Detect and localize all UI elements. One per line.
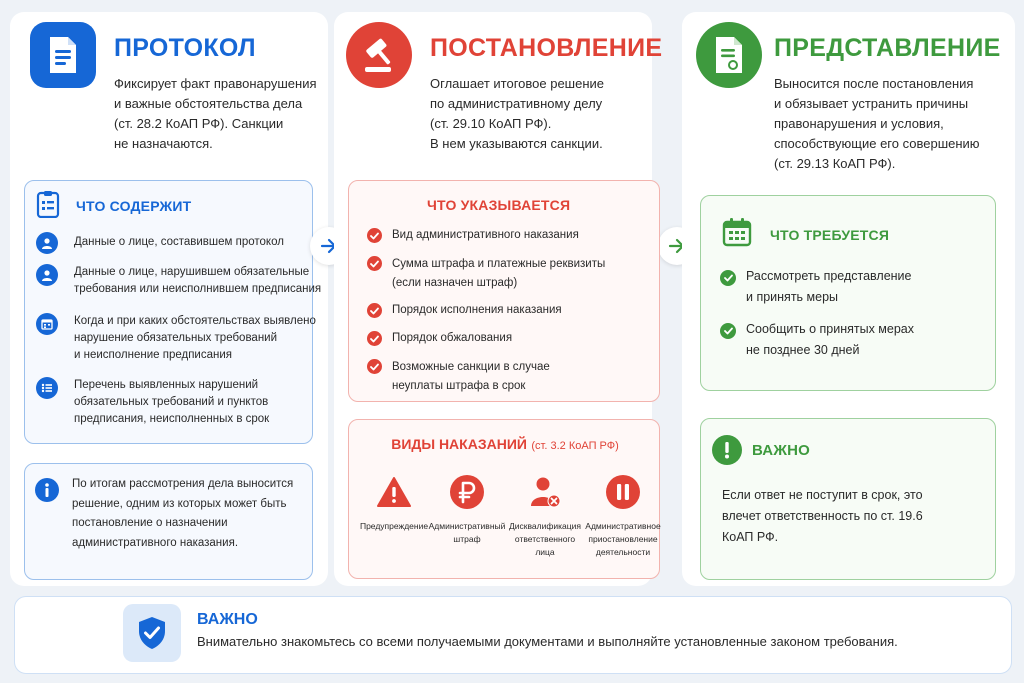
punishment-item: Предупреждение	[354, 474, 434, 533]
contents-card-title: ЧТО СОДЕРЖИТ	[76, 198, 192, 214]
checklist-icon	[36, 190, 60, 223]
exclamation-icon	[712, 435, 742, 465]
check-icon	[367, 256, 382, 271]
calendar-icon	[722, 217, 752, 252]
gavel-icon	[346, 22, 412, 88]
list-icon	[36, 377, 58, 399]
list-item: Возможные санкции в случае неуплаты штрафа в срок	[367, 358, 550, 396]
info-note-card	[24, 463, 313, 580]
contents-card	[24, 180, 322, 444]
list-item: Вид административного наказания	[367, 227, 579, 244]
check-icon	[367, 331, 382, 346]
important-card-text: Если ответ не поступит в срок, это влечет ответственность по ст. 19.6 КоАП РФ.	[722, 488, 923, 544]
punishment-item: Дисквалификация ответственного лица	[505, 474, 585, 559]
list-item: Порядок исполнения наказания	[367, 302, 562, 319]
user-icon	[36, 264, 58, 286]
punishment-item: Административный штраф	[427, 474, 507, 546]
user-icon	[36, 232, 58, 254]
punishments-card-heading	[349, 436, 661, 454]
warning-icon	[376, 474, 412, 510]
check-icon	[367, 228, 382, 243]
document-icon	[30, 22, 96, 88]
calendar-icon	[36, 313, 58, 335]
protocol-title: ПРОТОКОЛ	[114, 34, 256, 62]
footer-important-banner	[14, 596, 1012, 674]
submission-column	[682, 12, 1015, 586]
pause-icon	[605, 474, 641, 510]
important-card-title: ВАЖНО	[752, 442, 810, 459]
punishments-card-title: ВИДЫ НАКАЗАНИЙ	[391, 436, 527, 452]
list-item: Данные о лице, составившем протокол	[36, 232, 284, 254]
footer-text: Внимательно знакомьтесь со всеми получаемыми документами и выполняйте установленные законом требования.	[197, 634, 898, 649]
info-icon	[35, 478, 59, 502]
protocol-description: Фиксирует факт правонарушения и важные обстоятельства дела (ст. 28.2 КоАП РФ). Санкции не назначаются.	[114, 76, 317, 151]
submission-title: ПРЕДСТАВЛЕНИЕ	[774, 34, 1001, 62]
list-item: Порядок обжалования	[367, 330, 512, 347]
decree-description: Оглашает итоговое решение по административному делу (ст. 29.10 КоАП РФ). В нем указываются санкции.	[430, 76, 605, 151]
footer-title: ВАЖНО	[197, 611, 258, 628]
disqualification-icon	[527, 474, 563, 510]
important-card	[700, 418, 996, 580]
check-icon	[720, 323, 736, 339]
document-badge-icon	[696, 22, 762, 88]
list-item: Когда и при каких обстоятельствах выявлено нарушение обязательных требований и неисполнение предписания	[36, 313, 316, 364]
punishments-card-reference: (ст. 3.2 КоАП РФ)	[531, 440, 619, 452]
check-icon	[367, 359, 382, 374]
punishment-item: Административное приостановление деятельности	[583, 474, 663, 559]
list-item: Рассмотреть представление и принять меры	[720, 268, 912, 308]
specified-card	[348, 180, 660, 402]
shield-check-icon	[123, 604, 181, 662]
check-icon	[720, 270, 736, 286]
specified-card-title: ЧТО УКАЗЫВАЕТСЯ	[427, 197, 571, 213]
check-icon	[367, 303, 382, 318]
list-item: Данные о лице, нарушившем обязательные требования или неисполнившем предписания	[36, 264, 321, 298]
decree-title: ПОСТАНОВЛЕНИЕ	[430, 34, 663, 62]
info-note-text: По итогам рассмотрения дела выносится решение, одним из которых может быть постановление о назначении административного наказания.	[72, 478, 294, 549]
required-card	[700, 195, 996, 391]
decree-column	[334, 12, 663, 586]
list-item: Перечень выявленных нарушений обязательных требований и пунктов предписания, неисполненных в срок	[36, 377, 269, 428]
ruble-icon	[449, 474, 485, 510]
list-item: Сообщить о принятых мерах не позднее 30 дней	[720, 321, 914, 361]
protocol-column	[10, 12, 328, 586]
required-card-title: ЧТО ТРЕБУЕТСЯ	[770, 227, 890, 243]
submission-description: Выносится после постановления и обязывает устранить причины правонарушения и условия, способствующие его совершению (ст. 29.13 КоАП РФ).	[774, 76, 980, 171]
list-item: Сумма штрафа и платежные реквизиты (если назначен штраф)	[367, 255, 605, 293]
